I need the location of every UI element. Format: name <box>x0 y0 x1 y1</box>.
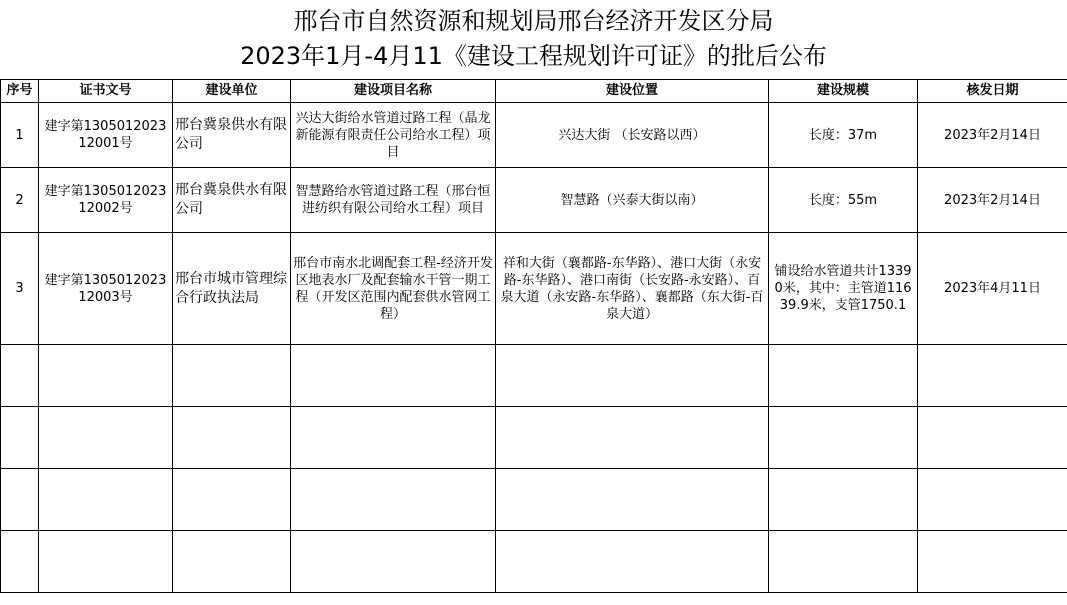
header-project: 建设项目名称 <box>291 80 496 103</box>
header-date: 核发日期 <box>918 80 1067 103</box>
row-scale: 长度：55m <box>769 168 918 233</box>
empty-cell <box>496 407 769 469</box>
title-line-2: 2023年1月-4月11《建设工程规划许可证》的批后公布 <box>240 42 827 70</box>
empty-row <box>1 345 1067 407</box>
header-no: 序号 <box>1 80 39 103</box>
empty-cell <box>39 531 173 593</box>
empty-cell <box>769 531 918 593</box>
empty-cell <box>769 407 918 469</box>
header-location: 建设位置 <box>496 80 769 103</box>
document-title <box>0 0 1067 74</box>
empty-cell <box>769 469 918 531</box>
empty-cell <box>173 345 291 407</box>
empty-cell <box>291 531 496 593</box>
row-no: 2 <box>1 168 39 233</box>
empty-cell <box>173 407 291 469</box>
table-row <box>1 103 1067 168</box>
empty-cell <box>173 531 291 593</box>
empty-cell <box>496 345 769 407</box>
empty-cell <box>918 407 1067 469</box>
empty-row <box>1 531 1067 593</box>
empty-cell <box>291 407 496 469</box>
header-row <box>1 80 1067 103</box>
row-scale: 铺设给水管道共计13390米，其中：主管道11639.9米，支管1750.1 <box>769 233 918 345</box>
empty-cell <box>1 531 39 593</box>
table-row <box>1 233 1067 345</box>
permit-table <box>0 79 1067 593</box>
row-scale: 长度：37m <box>769 103 918 168</box>
row-unit: 邢台市城市管理综合行政执法局 <box>173 233 291 345</box>
empty-cell <box>173 469 291 531</box>
empty-row <box>1 407 1067 469</box>
row-cert: 建字第130501202312001号 <box>39 103 173 168</box>
row-location: 智慧路（兴泰大街以南） <box>496 168 769 233</box>
row-cert: 建字第130501202312003号 <box>39 233 173 345</box>
empty-cell <box>291 345 496 407</box>
row-unit: 邢台冀泉供水有限公司 <box>173 168 291 233</box>
empty-cell <box>918 345 1067 407</box>
row-no: 1 <box>1 103 39 168</box>
empty-cell <box>291 469 496 531</box>
empty-cell <box>39 469 173 531</box>
empty-cell <box>39 345 173 407</box>
row-date: 2023年4月11日 <box>918 233 1067 345</box>
row-date: 2023年2月14日 <box>918 103 1067 168</box>
title-line-1: 邢台市自然资源和规划局邢台经济开发区分局 <box>293 7 774 35</box>
empty-cell <box>496 531 769 593</box>
row-project: 邢台市南水北调配套工程-经济开发区地表水厂及配套输水干管一期工程（开发区范围内配套供水管网工程） <box>291 233 496 345</box>
empty-cell <box>1 407 39 469</box>
row-no: 3 <box>1 233 39 345</box>
row-location: 兴达大街 （长安路以西） <box>496 103 769 168</box>
row-cert: 建字第130501202312002号 <box>39 168 173 233</box>
empty-cell <box>769 345 918 407</box>
empty-cell <box>918 469 1067 531</box>
empty-cell <box>1 469 39 531</box>
empty-cell <box>1 345 39 407</box>
header-scale: 建设规模 <box>769 80 918 103</box>
header-unit: 建设单位 <box>173 80 291 103</box>
row-project: 智慧路给水管道过路工程（邢台恒进纺织有限公司给水工程）项目 <box>291 168 496 233</box>
empty-cell <box>39 407 173 469</box>
empty-row <box>1 469 1067 531</box>
row-project: 兴达大街给水管道过路工程（晶龙新能源有限责任公司给水工程）项目 <box>291 103 496 168</box>
row-location: 祥和大街（襄都路-东华路）、港口大街（永安路-东华路）、港口南街（长安路-永安路）、百泉大道（永安路-东华路）、襄都路（东大街-百泉大道） <box>496 233 769 345</box>
header-cert: 证书文号 <box>39 80 173 103</box>
row-unit: 邢台冀泉供水有限公司 <box>173 103 291 168</box>
table-row <box>1 168 1067 233</box>
empty-cell <box>918 531 1067 593</box>
empty-cell <box>496 469 769 531</box>
row-date: 2023年2月14日 <box>918 168 1067 233</box>
